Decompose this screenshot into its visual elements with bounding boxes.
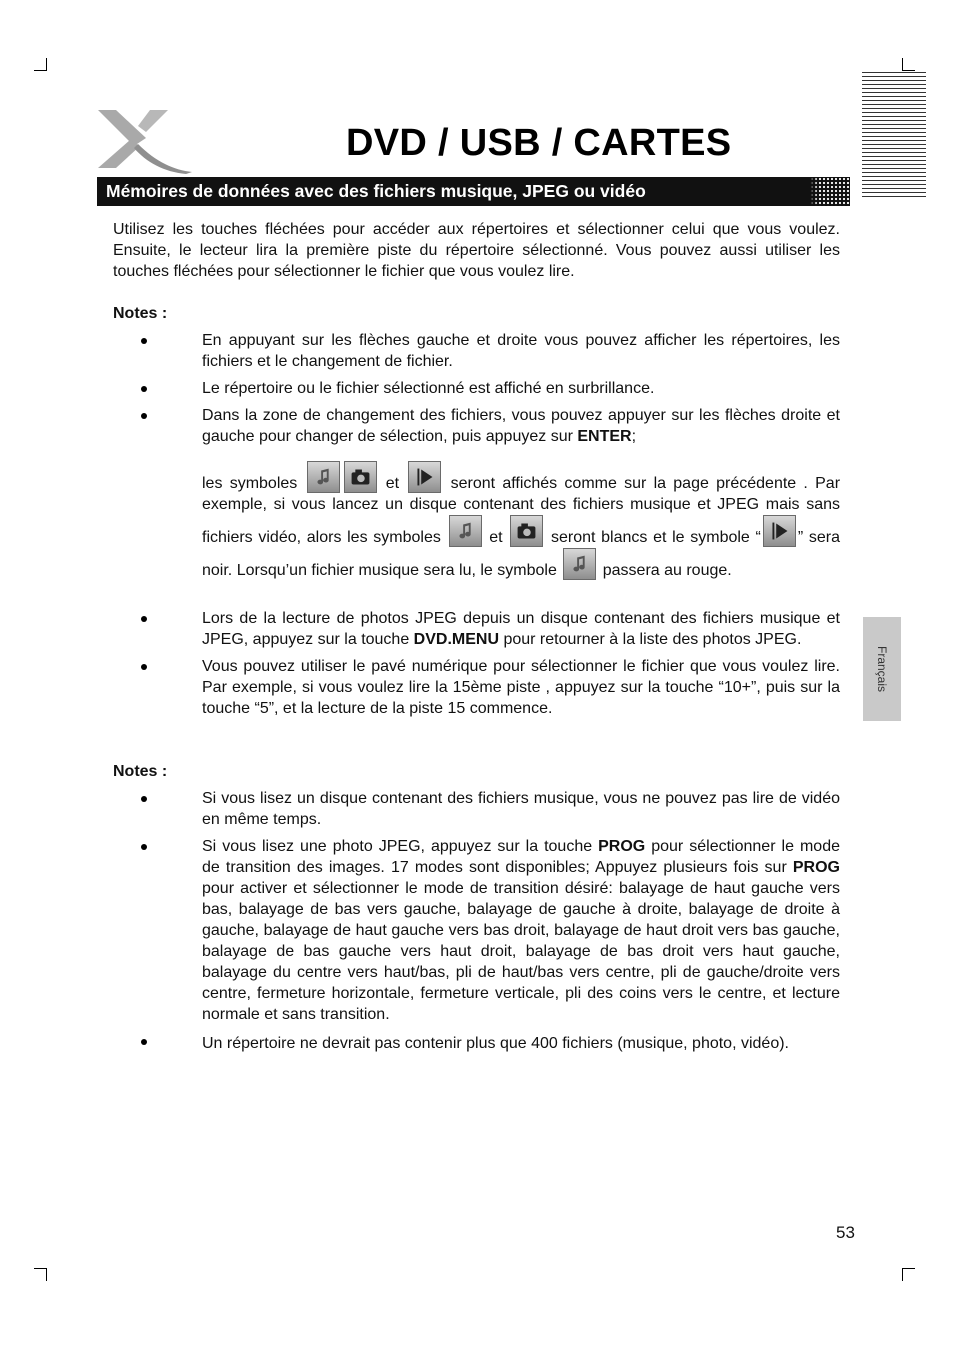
language-tab: [863, 617, 901, 721]
camera-icon: [510, 515, 543, 547]
key-prog: PROG: [598, 838, 646, 855]
crop-mark-top-right: [902, 58, 915, 71]
list-item-text: les symboles: [202, 475, 305, 492]
list-item-text: Lors de la lecture de photos JPEG depuis un disque contenant des fichiers musique et JPEG, appuyez sur la touche: [202, 610, 840, 648]
list-item-text: passera au rouge.: [598, 562, 732, 579]
list-item-text: pour sélectionner le mode de transition des images. 17 modes sont disponibles; Appuyez plusieurs fois sur: [202, 838, 840, 876]
list-item-text: En appuyant sur les flèches gauche et droite vous pouvez afficher les répertoires, les fichiers et le changement de fichier.: [202, 332, 840, 370]
list-item-text: Un répertoire ne devrait pas contenir plus que 400 fichiers (musique, photo, vidéo).: [202, 1035, 789, 1052]
brand-logo-icon: [94, 106, 194, 176]
list-item-text: seront blancs et le symbole “: [545, 529, 761, 546]
crop-mark-top-left: [34, 58, 47, 71]
list-item: [113, 788, 840, 830]
bullet-icon: [141, 1039, 147, 1045]
list-item-text: pour activer et sélectionner le mode de transition désiré: balayage de haut gauche vers bas, balayage de bas vers gauche, balayage de gauche à droite, balayage de droite à gauche, balayage de haut gauche vers bas droit, balayage de haut droit vers bas gauche, balayage de bas gauche vers haut droit, balayage de bas droit vers haut gauche, balayage du centre vers haut/bas, pli de haut/bas vers centre, pli de gauche/droite vers centre, fermeture horizontale, fermeture verticale, pli des coins vers le centre, et lecture normale et sans transition.: [202, 880, 840, 1023]
section-title: Mémoires de données avec des fichiers musique, JPEG ou vidéo: [106, 181, 646, 201]
list-item-text: Le répertoire ou le fichier sélectionné est affiché en surbrillance.: [202, 380, 655, 397]
list-item-text: Si vous lisez un disque contenant des fichiers musique, vous ne pouvez pas lire de vidéo en même temps.: [202, 790, 840, 828]
list-item-text: ;: [631, 428, 637, 445]
list-item: [113, 378, 840, 399]
list-item: [113, 405, 840, 581]
spacer: [202, 447, 840, 461]
bullet-icon: [141, 386, 147, 392]
list-item-text: et: [483, 529, 509, 546]
list-item: [113, 330, 840, 372]
list-item-text: Dans la zone de changement des fichiers, vous pouvez appuyer sur les flèches droite et gauche pour changer de sélection, puis appuyez sur: [202, 407, 840, 445]
list-item-text: ” sera noir. Lorsqu’un fichier musique sera lu, le symbole: [202, 529, 841, 579]
list-item-text: Vous pouvez utiliser le pavé numérique pour sélectionner le fichier que vous voulez lire. Par exemple, si vous voulez lire la 15ème piste , appuyez sur la touche “10+”, puis sur la touche “5”, et la lecture de la piste 15 commence.: [202, 658, 840, 717]
list-item-text: pour retourner à la liste des photos JPEG.: [499, 631, 802, 648]
play-icon: [763, 515, 796, 547]
play-icon: [408, 461, 441, 493]
list-item: [113, 836, 840, 1025]
camera-icon: [344, 461, 377, 493]
list-item-text: Si vous lisez une photo JPEG, appuyez sur la touche: [202, 838, 599, 855]
decorative-stripes: [862, 72, 926, 198]
list-item-text: et: [378, 475, 407, 492]
main-content: [113, 219, 840, 1056]
bullet-icon: [141, 616, 147, 622]
intro-paragraph: Utilisez les touches fléchées pour accéder aux répertoires et sélectionner celui que vous voulez. Ensuite, le lecteur lira la première piste du répertoire sélectionné. Vous pouvez aussi utiliser les touches fléchées pour sélectionner le fichier que vous voulez lire.: [113, 221, 840, 280]
bullet-icon: [141, 413, 147, 419]
key-dvd-menu: DVD.MENU: [413, 631, 500, 648]
music-note-icon: [563, 548, 596, 580]
key-enter: ENTER: [577, 428, 632, 445]
notes-list-1: [113, 330, 840, 719]
list-item: [113, 1031, 840, 1056]
page-title: DVD / USB / CARTES: [346, 122, 732, 164]
bullet-icon: [141, 796, 147, 802]
notes-heading-1: Notes :: [113, 305, 168, 322]
notes-list-2: [113, 788, 840, 1056]
bullet-icon: [141, 338, 147, 344]
bullet-icon: [141, 844, 147, 850]
page-number: 53: [836, 1223, 855, 1242]
key-prog: PROG: [792, 859, 840, 876]
crop-mark-bottom-right: [902, 1268, 915, 1281]
list-item-text: seront affichés comme sur la page précédente . Par exemple, si vous lancez un disque contenant des fichiers musique et JPEG mais sans fichiers vidéo, alors les symboles: [202, 475, 841, 546]
music-note-icon: [449, 515, 482, 547]
crop-mark-bottom-left: [34, 1268, 47, 1281]
language-tab-label: Français: [875, 645, 889, 693]
music-note-icon: [307, 461, 340, 493]
notes-heading-2: Notes :: [113, 763, 168, 780]
list-item: [113, 656, 840, 719]
section-header-bar: [97, 177, 850, 206]
bullet-icon: [141, 664, 147, 670]
list-item: [113, 608, 840, 650]
section-bar-fade: [810, 177, 850, 206]
